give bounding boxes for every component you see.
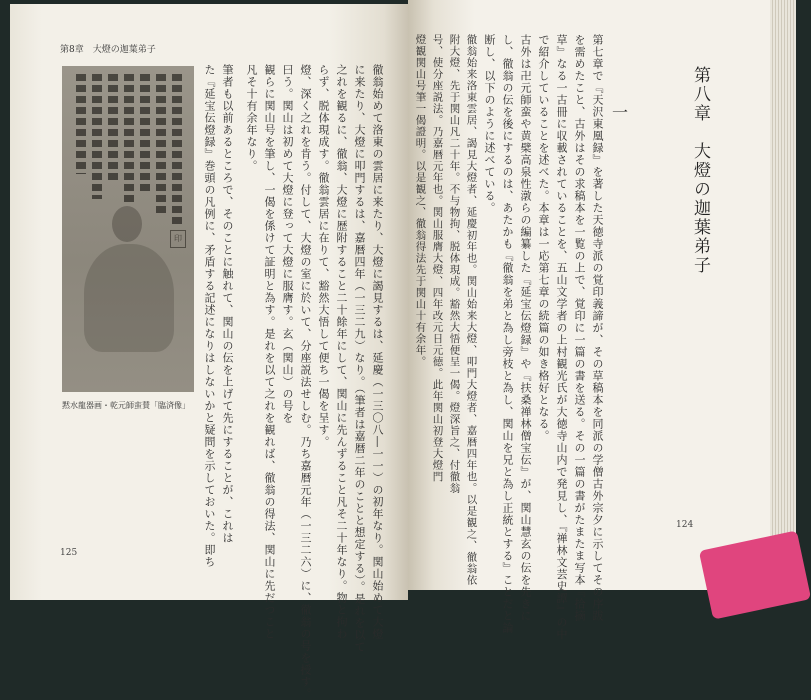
right-text-column: し、徹翁の伝を後にするのは、あたかも『徹翁を弟と為し旁枝と為し、関山を兄と為し正統とする』ことだと論 — [501, 34, 514, 634]
right-text-column: 号、使分座説法。乃嘉暦元年也。関山服膺大燈、四年改元日元徳。此年関山初登大燈門 — [431, 34, 444, 483]
page-edges — [770, 0, 796, 560]
left-text-column: た『延宝伝燈録』巻頭の凡例に、矛盾する記述になりはしないかと疑問を示しておいた。即ち — [203, 64, 216, 568]
figure-caption: 黙水龍器画・乾元師蛮賛「臨済像」 — [62, 401, 190, 410]
left-text-column: 燈、深く之れを肯う。付して、大燈の室に於いて、分座説法せしむ。乃ち嘉暦元年（一三二六）に、徹翁の号を授す。 — [299, 64, 312, 700]
chapter-title: 第八章 大燈の迦葉弟子 — [690, 66, 710, 275]
right-text-column: で紹介していることを述べた。本章は一応第七章の続篇の如き格好となる。 — [537, 34, 550, 442]
zen-master-portrait-image — [62, 66, 194, 392]
left-page-number: 125 — [60, 548, 78, 558]
left-text-column: 凡そ十有余年なり。 — [245, 64, 258, 172]
left-text-column: 筆者も以前あるところで、そのことに触れて、関山の伝を上げて先にすることが、これは — [221, 64, 234, 544]
right-text-column: 古外は卍元師蛮や黄檗高泉性潡らの編纂した『延宝伝燈録』や『扶桑禅林僧宝伝』が、関山慧玄の伝を先きに — [519, 34, 532, 622]
right-text-column: 草』なる一古冊に収載されていることを、五山文学者の上村観光氏が大徳寺山内で発見し、『禅林文芸史譚』の中 — [555, 34, 568, 641]
figure-head — [112, 206, 142, 242]
left-text-column: 徹翁始めて洛東の雲居に来たり、大燈に謁見するは、延慶（一三〇八―一一）の初年なり。関山始めて大燈 — [371, 64, 384, 640]
right-page-number: 124 — [676, 520, 694, 530]
right-text-column: 第七章で『天沢東凰録』を著した天徳寺派の覚印義諦が、その草稿本を同派の学僧古外宗夕に示してその序跋 — [591, 34, 604, 622]
right-text-column: 断し、以下のように述べている。 — [483, 34, 496, 214]
figure-robe — [84, 244, 174, 352]
section-number: 一 — [612, 103, 629, 122]
left-page-header: 第8章 大燈の迦葉弟子 — [60, 45, 156, 55]
left-text-column: 観らに関山号を筆し、一偈を係けて証明と為す。是れを以て之れを観れば、徹翁の得法、関山に先だつこと — [263, 64, 276, 640]
calligraphy-column — [156, 74, 166, 214]
calligraphy-column — [124, 74, 134, 204]
seal-stamp: 印 — [170, 230, 186, 248]
right-text-column: 燈観関山号筆一偈證明。以是観之、徹翁得法先于関山十有余年。 — [414, 34, 427, 368]
calligraphy-column — [140, 74, 150, 194]
calligraphy-column — [76, 74, 86, 174]
left-text-column: らず、脱体現成す。徹翁雲居に在りて、豁然大悟して便ち一偈を呈す。 — [317, 64, 330, 448]
left-text-column: 曰う。関山は初めて大燈に登って大燈に服膺す。玄（関山）の号を — [281, 64, 294, 424]
calligraphy-column — [92, 74, 102, 199]
right-text-column: 附大燈、先于関山凡二十年。不与物拘、脱体現成。豁然大悟便呈一偈。燈深旨之、付徹翁 — [448, 34, 461, 494]
left-text-column: に来たり、大燈に叩門するは、嘉暦四年（一三二九）なり。（筆者は嘉暦二年のことと想定する）。是れを以て — [353, 64, 366, 653]
right-text-column: 徹翁始来洛東雲居、謁見大燈者、延慶初年也。関山始来大燈、叩門大燈者、嘉暦四年也。以是観之、徹翁依 — [465, 34, 478, 586]
left-text-column: 之れを観るに、徹翁、大燈に歴附すること二十餘年にして、関山に先んずること凡そ二十年なり。物と拘わ — [335, 64, 348, 640]
right-text-column: を需めたこと、古外はその求稿本を一覧の上で、覚印に一篇の書を送る。その一篇の書がたまたま写本『拾摘 — [573, 34, 586, 622]
calligraphy-column — [172, 74, 182, 224]
calligraphy-column — [108, 74, 118, 184]
